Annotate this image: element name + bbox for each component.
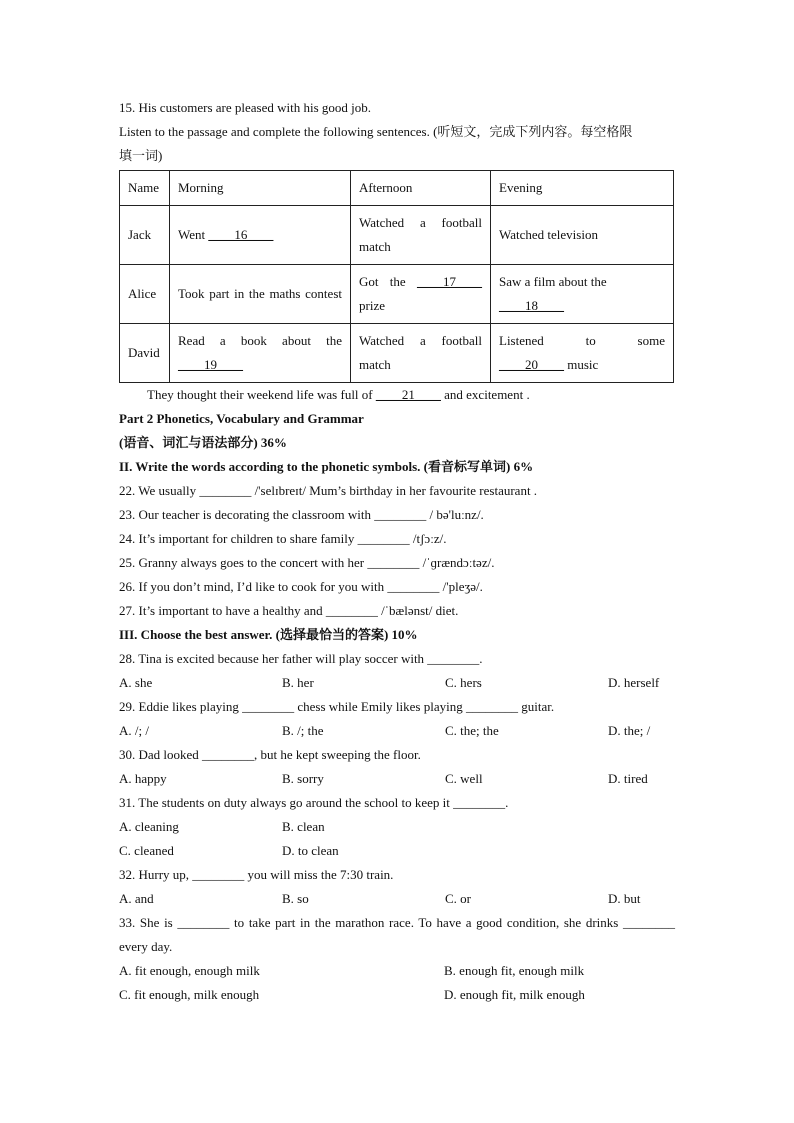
- option-b: B. /; the: [282, 723, 324, 738]
- cell-morning: [170, 206, 351, 265]
- question-21: [119, 383, 675, 407]
- blank-19: ____19____: [178, 357, 243, 372]
- option-d: D. but: [608, 891, 641, 906]
- table-row-jack: [120, 206, 674, 265]
- part2-title: Part 2 Phonetics, Vocabulary and Grammar: [119, 411, 364, 426]
- weekend-activities-table: [119, 170, 674, 383]
- cell-name: Jack: [120, 206, 170, 265]
- option-d: D. herself: [608, 675, 660, 690]
- option-a: A. /; /: [119, 723, 149, 738]
- question-27: 27. It’s important to have a healthy and ________ /ˈbælənst/ diet.: [119, 603, 459, 618]
- option-c: C. the; the: [445, 723, 499, 738]
- blank-18: ____18____: [499, 298, 564, 313]
- option-d: D. to clean: [282, 843, 339, 858]
- question-26: 26. If you don’t mind, I’d like to cook for you with ________ /'pleʒə/.: [119, 579, 483, 594]
- cell-afternoon: Watched a football match: [351, 324, 491, 383]
- option-a: A. and: [119, 891, 154, 906]
- header-morning: Morning: [170, 171, 351, 206]
- options-30: [119, 767, 675, 791]
- cell-afternoon: [351, 265, 491, 324]
- options-33-row2: [119, 983, 675, 1007]
- q21-text: and excitement .: [440, 387, 530, 402]
- cell-evening: [491, 265, 674, 324]
- option-c: C. or: [445, 891, 471, 906]
- part2-subtitle: (语音、词汇与语法部分) 36%: [119, 435, 287, 450]
- question-25: 25. Granny always goes to the concert with her ________ /ˈɡrændɔːtəz/.: [119, 555, 495, 570]
- option-a: A. fit enough, enough milk: [119, 963, 260, 978]
- question-29: 29. Eddie likes playing ________ chess while Emily likes playing ________ guitar.: [119, 699, 555, 714]
- option-a: A. she: [119, 675, 153, 690]
- listening-instruction-cont: 填一词): [119, 148, 163, 163]
- q21-text: They thought their weekend life was full of: [147, 387, 376, 402]
- options-32: [119, 887, 675, 911]
- header-name: Name: [120, 171, 170, 206]
- blank-21: ____21____: [375, 387, 441, 402]
- options-31-row2: [119, 839, 675, 863]
- worksheet-page: [119, 96, 675, 1007]
- cell-name: David: [120, 324, 170, 383]
- option-b: B. clean: [282, 819, 325, 834]
- question-22: 22. We usually ________ /'selɪbreɪt/ Mum’s birthday in her favourite restaurant .: [119, 483, 538, 498]
- option-d: D. tired: [608, 771, 648, 786]
- option-c: C. fit enough, milk enough: [119, 987, 260, 1002]
- option-a: A. happy: [119, 771, 167, 786]
- header-evening: Evening: [491, 171, 674, 206]
- blank-20: ____20____: [499, 357, 564, 372]
- listening-instruction: Listen to the passage and complete the following sentences. (听短文，完成下列内容。每空格限: [119, 124, 633, 139]
- cell-text: music: [564, 357, 599, 372]
- options-29: [119, 719, 675, 743]
- cell-morning: Took part in the maths contest: [170, 265, 351, 324]
- option-b: B. so: [282, 891, 309, 906]
- option-b: B. sorry: [282, 771, 324, 786]
- cell-name: Alice: [120, 265, 170, 324]
- question-31: 31. The students on duty always go around the school to keep it ________.: [119, 795, 509, 810]
- question-30: 30. Dad looked ________, but he kept sweeping the floor.: [119, 747, 421, 762]
- section2-title: II. Write the words according to the phonetic symbols. (看音标写单词) 6%: [119, 459, 534, 474]
- cell-text: Read a book about the: [178, 333, 342, 348]
- option-c: C. hers: [445, 675, 482, 690]
- header-afternoon: Afternoon: [351, 171, 491, 206]
- table-row-alice: [120, 265, 674, 324]
- options-28: [119, 671, 675, 695]
- question-23: 23. Our teacher is decorating the classroom with ________ / bə'luːnz/.: [119, 507, 484, 522]
- question-15: 15. His customers are pleased with his good job.: [119, 100, 372, 115]
- question-28: 28. Tina is excited because her father will play soccer with ________.: [119, 651, 483, 666]
- options-33-row1: [119, 959, 675, 983]
- question-24: 24. It’s important for children to share family ________ /tʃɔːz/.: [119, 531, 447, 546]
- table-row-david: [120, 324, 674, 383]
- blank-17: ____17____: [417, 274, 482, 289]
- section3-title: III. Choose the best answer. (选择最恰当的答案) 10%: [119, 627, 418, 642]
- option-a: A. cleaning: [119, 819, 179, 834]
- option-b: B. her: [282, 675, 314, 690]
- cell-text: Listened to some: [499, 333, 665, 348]
- option-c: C. well: [445, 771, 483, 786]
- cell-text: Got the: [359, 274, 417, 289]
- cell-evening: Watched television: [491, 206, 674, 265]
- cell-text: prize: [359, 298, 385, 313]
- blank-16: ____16____: [208, 227, 274, 242]
- option-d: D. enough fit, milk enough: [444, 987, 585, 1002]
- question-33: 33. She is ________ to take part in the marathon race. To have a good condition, she drinks ________ every day.: [119, 915, 675, 954]
- cell-text: Went: [178, 227, 209, 242]
- cell-morning: [170, 324, 351, 383]
- options-31-row1: [119, 815, 675, 839]
- option-c: C. cleaned: [119, 843, 174, 858]
- question-32: 32. Hurry up, ________ you will miss the 7:30 train.: [119, 867, 394, 882]
- option-d: D. the; /: [608, 723, 651, 738]
- option-b: B. enough fit, enough milk: [444, 963, 585, 978]
- table-header-row: [120, 171, 674, 206]
- cell-evening: [491, 324, 674, 383]
- cell-afternoon: Watched a football match: [351, 206, 491, 265]
- cell-text: Saw a film about the: [499, 274, 607, 289]
